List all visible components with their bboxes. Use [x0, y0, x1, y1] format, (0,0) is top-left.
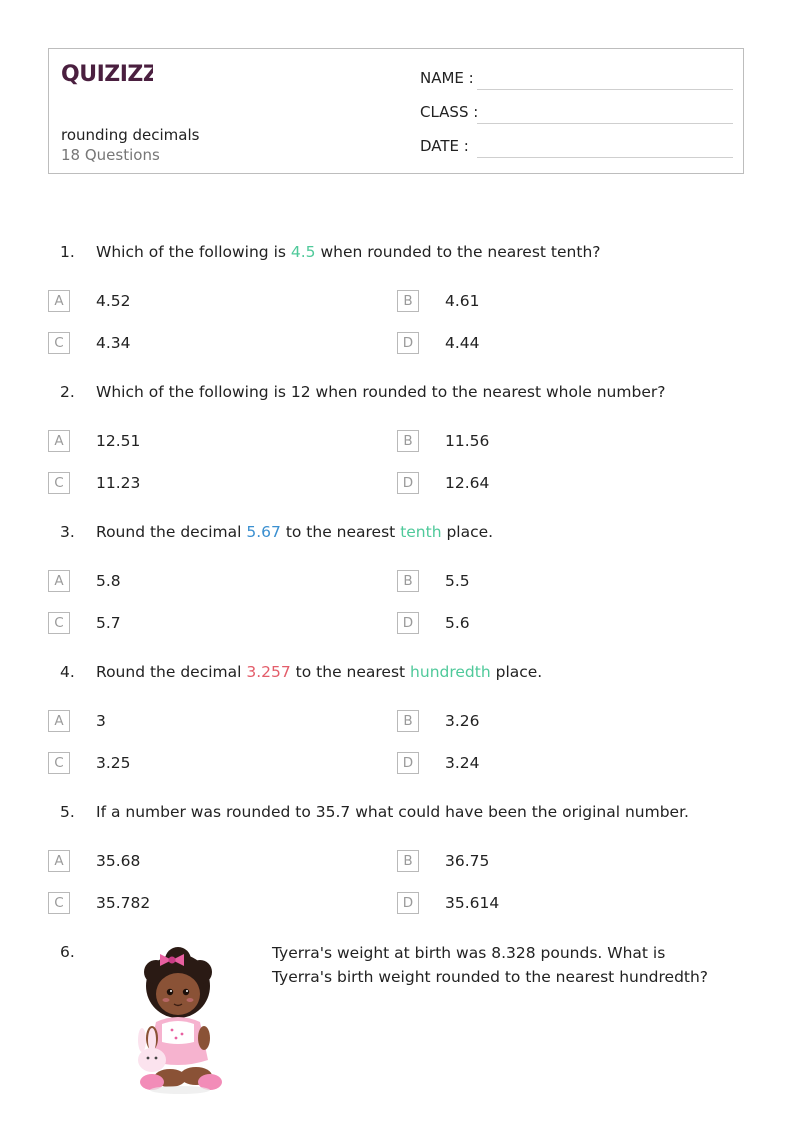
question-number: 2. — [60, 383, 75, 401]
option-d-text: 5.6 — [445, 614, 470, 632]
question-number: 3. — [60, 523, 75, 541]
option-c-box[interactable]: C — [48, 472, 70, 494]
question-count: 18 Questions — [61, 146, 160, 164]
option-b-text: 4.61 — [445, 292, 480, 310]
option-a-text: 35.68 — [96, 852, 141, 870]
name-label: NAME : — [420, 69, 474, 87]
name-line[interactable] — [477, 89, 733, 90]
option-d-text: 35.614 — [445, 894, 500, 912]
logo-wordmark: QUIZIZZ — [61, 62, 153, 87]
option-b-box[interactable]: B — [397, 570, 419, 592]
option-a-text: 5.8 — [96, 572, 121, 590]
stem-text: Round the decimal — [96, 523, 247, 541]
option-a-text: 3 — [96, 712, 106, 730]
question-number: 5. — [60, 803, 75, 821]
stem-text: place. — [490, 663, 543, 681]
date-label: DATE : — [420, 137, 469, 155]
quizizz-logo — [61, 59, 153, 91]
option-d-text: 12.64 — [445, 474, 490, 492]
option-a-box[interactable]: A — [48, 710, 70, 732]
worksheet-header — [48, 48, 744, 174]
stem-highlight: hundredth — [410, 663, 491, 681]
option-b-box[interactable]: B — [397, 850, 419, 872]
question-stem: If a number was rounded to 35.7 what could have been the original number. — [96, 803, 689, 821]
option-c-box[interactable]: C — [48, 332, 70, 354]
option-b-box[interactable]: B — [397, 290, 419, 312]
worksheet-title: rounding decimals — [61, 126, 200, 144]
class-line[interactable] — [477, 123, 733, 124]
question-number: 6. — [60, 943, 75, 961]
stem-text: to the nearest — [280, 523, 401, 541]
option-c-text: 35.782 — [96, 894, 151, 912]
stem-text: Which of the following is — [96, 243, 291, 261]
class-label: CLASS : — [420, 103, 479, 121]
option-a-box[interactable]: A — [48, 850, 70, 872]
stem-text: place. — [441, 523, 494, 541]
option-a-box[interactable]: A — [48, 570, 70, 592]
question-stem: Tyerra's weight at birth was 8.328 pounds. What is Tyerra's birth weight rounded to the nearest hundredth? — [272, 944, 709, 986]
date-line[interactable] — [477, 157, 733, 158]
option-d-text: 3.24 — [445, 754, 480, 772]
stem-highlight: 3.257 — [246, 663, 291, 681]
stem-text: when rounded to the nearest tenth? — [315, 243, 601, 261]
option-b-text: 36.75 — [445, 852, 490, 870]
stem-highlight: 4.5 — [290, 243, 316, 261]
baby-girl-illustration — [130, 942, 226, 1098]
option-a-box[interactable]: A — [48, 290, 70, 312]
question-stem — [96, 242, 601, 262]
question-number: 4. — [60, 663, 75, 681]
option-b-box[interactable]: B — [397, 430, 419, 452]
option-d-box[interactable]: D — [397, 892, 419, 914]
stem-highlight: tenth — [400, 523, 442, 541]
option-d-text: 4.44 — [445, 334, 480, 352]
option-d-box[interactable]: D — [397, 752, 419, 774]
option-c-text: 4.34 — [96, 334, 131, 352]
stem-text: to the nearest — [290, 663, 411, 681]
option-b-text: 3.26 — [445, 712, 480, 730]
question-stem — [96, 662, 542, 682]
option-a-text: 4.52 — [96, 292, 131, 310]
option-c-box[interactable]: C — [48, 612, 70, 634]
option-b-text: 11.56 — [445, 432, 490, 450]
option-b-text: 5.5 — [445, 572, 470, 590]
option-a-box[interactable]: A — [48, 430, 70, 452]
question-stem — [96, 522, 493, 542]
option-c-text: 3.25 — [96, 754, 131, 772]
option-c-text: 5.7 — [96, 614, 121, 632]
option-c-text: 11.23 — [96, 474, 141, 492]
question-number: 1. — [60, 243, 75, 261]
option-b-box[interactable]: B — [397, 710, 419, 732]
option-d-box[interactable]: D — [397, 332, 419, 354]
option-c-box[interactable]: C — [48, 752, 70, 774]
option-d-box[interactable]: D — [397, 472, 419, 494]
stem-text: Round the decimal — [96, 663, 247, 681]
quizizz-logo-mark — [61, 59, 153, 87]
face — [156, 973, 200, 1015]
option-a-text: 12.51 — [96, 432, 141, 450]
option-d-box[interactable]: D — [397, 612, 419, 634]
option-c-box[interactable]: C — [48, 892, 70, 914]
question-stem: Which of the following is 12 when rounded to the nearest whole number? — [96, 383, 666, 401]
stem-highlight: 5.67 — [246, 523, 281, 541]
